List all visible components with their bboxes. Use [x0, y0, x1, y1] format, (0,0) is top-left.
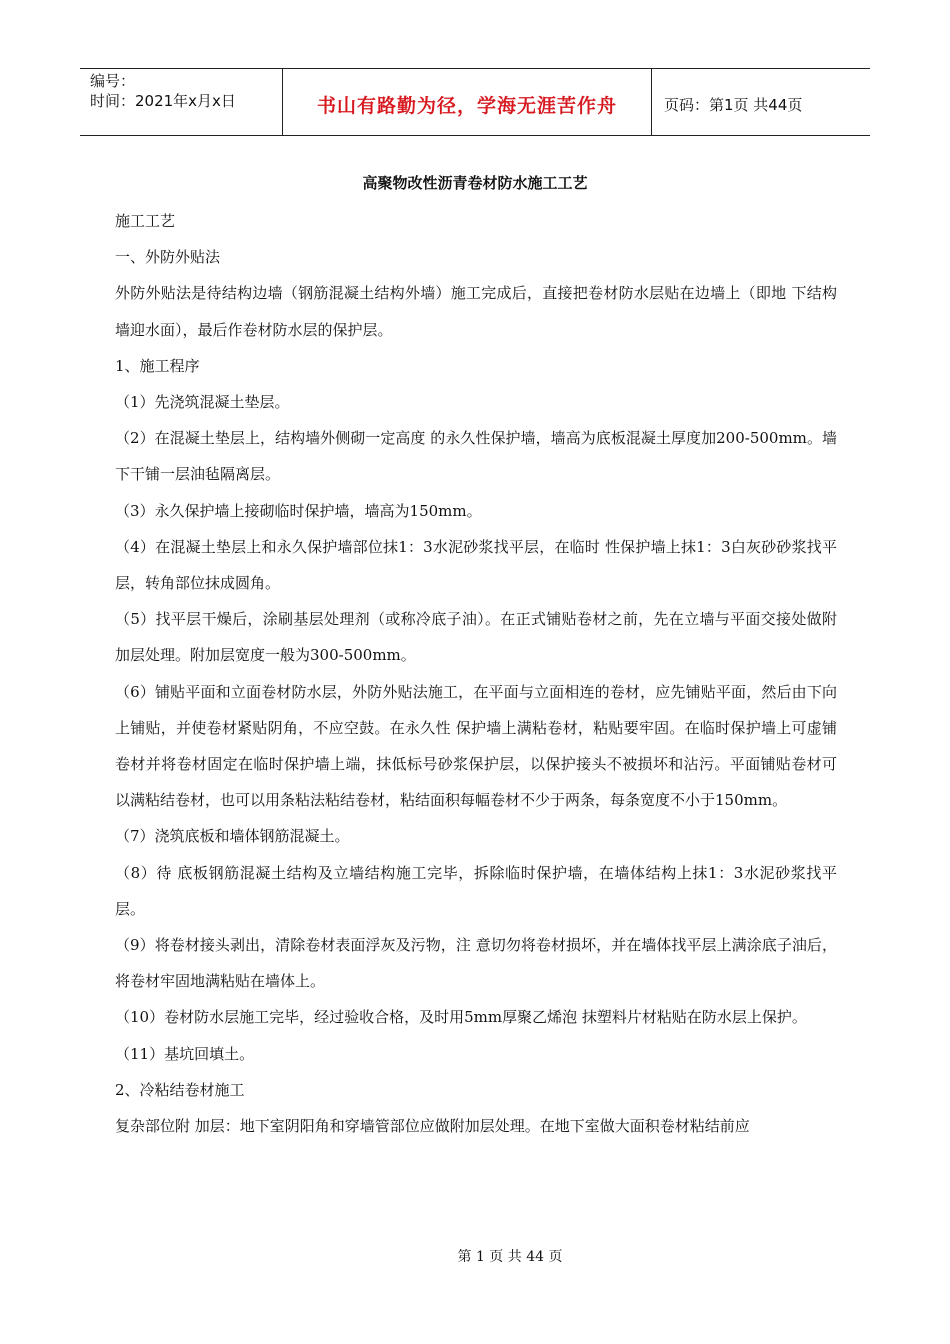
document-body — [115, 203, 837, 1144]
paragraph: 外防外贴法是待结构边墙（钢筋混凝土结构外墙）施工完成后，直接把卷材防水层贴在边墙上（即地 下结构墙迎水面），最后作卷材防水层的保护层。 — [115, 284, 837, 339]
paragraph: （11）基坑回填土。 — [115, 1044, 255, 1063]
paragraph: （10）卷材防水层施工完毕，经过验收合格，及时用5mm厚聚乙烯泡 抹塑料片材粘贴在防水层上保护。 — [115, 1008, 807, 1027]
header-meta — [80, 69, 282, 135]
paragraph: 1、施工程序 — [115, 356, 200, 375]
paragraph: 一、外防外贴法 — [115, 248, 221, 267]
motto-text: 书山有路勤为径，学海无涯苦作舟 — [316, 94, 617, 117]
paragraph: （5）找平层干燥后，涂刷基层处理剂（或称冷底子油）。在正式铺贴卷材之前，先在立墙与平面交接处做附加层处理。附加层宽度一般为300-500mm。 — [115, 610, 837, 665]
page-info-text: 页码：第1页 共44页 — [664, 95, 803, 114]
code-label: 编号： — [90, 72, 136, 90]
paragraph: （7）浇筑底板和墙体钢筋混凝土。 — [115, 827, 350, 846]
paragraph: （8）待 底板钢筋混凝土结构及立墙结构施工完毕，拆除临时保护墙，在墙体结构上抹1：3水泥砂浆找平层。 — [115, 863, 837, 918]
page-footer: 第 1 页 共 44 页 — [457, 1249, 563, 1265]
paragraph: （2）在混凝土垫层上，结构墙外侧砌一定高度 的永久性保护墙，墙高为底板混凝土厚度加200-500mm。墙下干铺一层油毡隔离层。 — [115, 429, 837, 484]
paragraph: （4）在混凝土垫层上和永久保护墙部位抹1：3水泥砂浆找平层，在临时 性保护墙上抹1：3白灰砂砂浆找平层，转角部位抹成圆角。 — [115, 537, 837, 593]
paragraph: 2、冷粘结卷材施工 — [115, 1080, 245, 1099]
paragraph: 复杂部位附 加层：地下室阴阳角和穿墙管部位应做附加层处理。在地下室做大面积卷材粘结前应 — [115, 1117, 750, 1136]
paragraph: （6）铺贴平面和立面卷材防水层，外防外贴法施工，在平面与立面相连的卷材，应先铺贴平面，然后由下向上铺贴，并使卷材紧贴阴角，不应空鼓。在永久性 保护墙上满粘卷材，粘贴要牢固。在临时保护墙上可虚铺卷材并将卷材固定在临时保护墙上端，抹低标号砂浆保护层，以保护接头不被损坏和沾污。平面铺贴卷材可 以满粘结卷材，也可以用条粘法粘结卷材，粘结面积每幅卷材不少于两条，每条宽度不小于150mm。 — [115, 682, 837, 810]
paragraph: 施工工艺 — [115, 212, 176, 230]
paragraph: （9）将卷材接头剥出，清除卷材表面浮灰及污物，注 意切勿将卷材损坏，并在墙体找平层上满涂底子油后，将卷材牢固地满粘贴在墙体上。 — [115, 936, 837, 991]
paragraph: （3）永久保护墙上接砌临时保护墙，墙高为150mm。 — [115, 501, 482, 520]
document-title: 高聚物改性沥青卷材防水施工工艺 — [362, 174, 588, 192]
header-page-info — [652, 69, 870, 135]
paragraph: （1）先浇筑混凝土垫层。 — [115, 393, 290, 412]
date-label: 时间：2021年x月x日 — [90, 92, 236, 110]
document-header — [80, 68, 870, 136]
header-motto-cell — [282, 69, 652, 135]
